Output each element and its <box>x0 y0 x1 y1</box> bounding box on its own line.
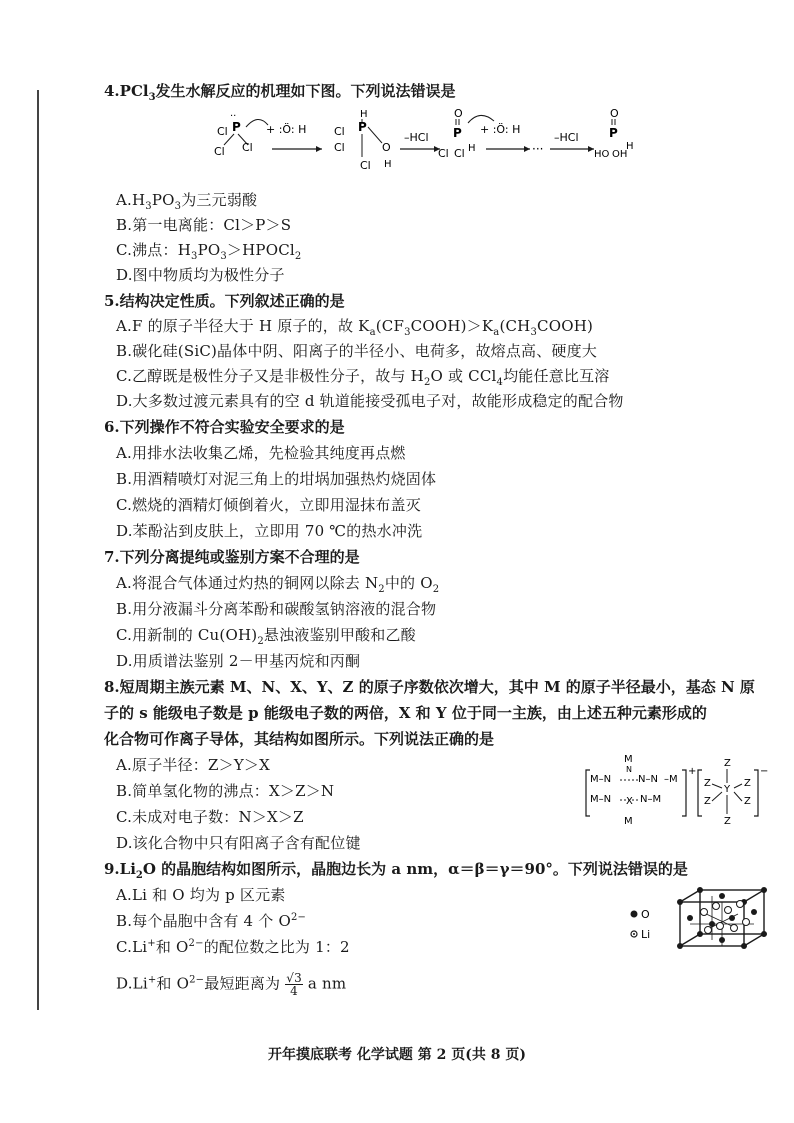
svg-text:O: O <box>454 107 463 120</box>
q9-option-d: D.Li+和 $O^{2-}$最短距离为 $\frac{√3}{4}$ a nm <box>116 971 347 998</box>
q9-option-c: C.Li+和 $O^{2-}$的配位数之比为 1：2 <box>116 938 350 956</box>
q6-stem: 6.下列操作不符合实验安全要求的是 <box>104 418 345 436</box>
svg-text:N: N <box>626 765 632 774</box>
svg-text:Cl: Cl <box>214 145 225 158</box>
q5-option-a: A.F 的原子半径大于 H 原子的，故 $K_a(CF_3COOH)>K_a(CH_3COOH)$ <box>116 317 594 338</box>
svg-text:−: − <box>760 766 769 777</box>
svg-text:H: H <box>384 159 392 170</box>
q8-ionic-compound-structure <box>584 752 774 832</box>
q8-option-b: B.简单氢化物的沸点：X＞Z＞N <box>116 782 335 800</box>
svg-text:Z: Z <box>724 758 731 769</box>
q8-option-d: D.该化合物中只有阳离子含有配位键 <box>116 834 361 852</box>
q9-option-b: B.每个晶胞中含有 4 个 $O^{2-}$ <box>116 912 307 930</box>
svg-text:Li: Li <box>641 928 651 941</box>
q6-option-a: A.用排水法收集乙烯，先检验其纯度再点燃 <box>116 444 406 462</box>
q7-stem: 7.下列分离提纯或鉴别方案不合理的是 <box>104 548 360 566</box>
svg-text:Cl: Cl <box>242 141 253 154</box>
q7-option-d: D.用质谱法鉴别 2－甲基丙烷和丙酮 <box>116 652 361 670</box>
svg-text:Z: Z <box>744 778 751 789</box>
svg-text:P: P <box>358 120 367 134</box>
q6-option-c: C.燃烧的酒精灯倾倒着火，立即用湿抹布盖灭 <box>116 496 421 514</box>
svg-text:Cl: Cl <box>438 147 449 160</box>
q7-option-b: B.用分液漏斗分离苯酚和碳酸氢钠溶液的混合物 <box>116 600 437 618</box>
svg-text:Cl: Cl <box>334 141 345 154</box>
q4-option-d: D.图中物质均为极性分子 <box>116 266 285 284</box>
svg-text:–HCl: –HCl <box>404 131 429 144</box>
binding-margin-line <box>37 90 39 1010</box>
svg-text:P: P <box>453 126 462 140</box>
svg-text:OH: OH <box>612 149 628 160</box>
q5-option-d: D.大多数过渡元素具有的空 d 轨道能接受孤电子对，故能形成稳定的配合物 <box>116 392 624 410</box>
q5-option-c: C.乙醇既是极性分子又是非极性分子，故与 $H_2O$ 或 CCl$_4$均能任意比互溶 <box>116 367 610 388</box>
q9-option-a: A.Li 和 O 均为 p 区元素 <box>116 886 286 904</box>
svg-text:N–M: N–M <box>640 794 662 805</box>
svg-text:Cl: Cl <box>217 125 228 138</box>
svg-text:–M: –M <box>664 774 678 785</box>
svg-text:O: O <box>382 141 391 154</box>
svg-text:Z: Z <box>724 816 731 827</box>
q4-option-b: B.第一电离能：Cl＞P＞S <box>116 216 292 234</box>
svg-text:N–N: N–N <box>638 774 658 785</box>
q6-option-b: B.用酒精喷灯对泥三角上的坩埚加强热灼烧固体 <box>116 470 437 488</box>
svg-text:H: H <box>468 143 476 154</box>
q8-option-c: C.未成对电子数：N＞X＞Z <box>116 808 304 826</box>
q7-option-c: C.用新制的 $Cu(OH)_2$悬浊液鉴别甲酸和乙酸 <box>116 626 416 647</box>
svg-text:X: X <box>626 796 633 807</box>
svg-text:P: P <box>232 120 241 134</box>
q4-option-a: $A.H_3PO_3$为三元弱酸 <box>116 191 258 212</box>
svg-text:+: + <box>688 766 697 777</box>
svg-text:M: M <box>624 816 633 827</box>
q6-option-d: D.苯酚沾到皮肤上，立即用 70 ℃的热水冲洗 <box>116 522 423 540</box>
svg-text:··: ·· <box>230 111 237 122</box>
svg-text:Z: Z <box>704 796 711 807</box>
svg-text:···: ··· <box>532 142 544 156</box>
q9-legend <box>628 906 678 942</box>
svg-text:Cl: Cl <box>334 125 345 138</box>
q5-stem: 5.结构决定性质。下列叙述正确的是 <box>104 292 345 310</box>
svg-text:M: M <box>624 754 633 765</box>
q8-stem-line-2: 子的 s 能级电子数是 p 能级电子数的两倍，X 和 Y 位于同一主族，由上述五种元素形成的 <box>104 704 707 722</box>
svg-text:Cl: Cl <box>360 159 371 172</box>
svg-text:O: O <box>610 107 619 120</box>
svg-text:O: O <box>641 908 650 921</box>
svg-text:P: P <box>609 126 618 140</box>
svg-text:+ :Ö: H: + :Ö: H <box>266 123 307 136</box>
q4-stem: 4.PCl$_3$发生水解反应的机理如下图。下列说法错误是 <box>104 82 456 103</box>
svg-text:M–N: M–N <box>590 774 612 785</box>
svg-text:H: H <box>626 141 634 152</box>
q4-mechanism-diagram <box>210 105 650 177</box>
page-footer: 开年摸底联考 化学试题 第 2 页(共 8 页) <box>268 1047 526 1063</box>
oxygen-atom-icon <box>631 911 638 918</box>
q8-stem-line-1: 8.短周期主族元素 M、N、X、Y、Z 的原子序数依次增大，其中 M 的原子半径最小，基态 N 原 <box>104 678 755 696</box>
q4-option-c: C.沸点：$H_3PO_3>HPOCl_2$ <box>116 241 302 262</box>
q9-li2o-unit-cell <box>676 886 772 950</box>
q9-stem: $9.Li_2O$ 的晶胞结构如图所示，晶胞边长为 a nm，α＝β＝γ＝90°。下列说法错误的是 <box>104 860 688 881</box>
svg-text:Cl: Cl <box>454 147 465 160</box>
svg-text:H: H <box>360 109 368 120</box>
svg-text:Z: Z <box>704 778 711 789</box>
fraction: $\frac{√3}{4}$ <box>286 971 302 998</box>
q8-stem-line-3: 化合物可作离子导体，其结构如图所示。下列说法正确的是 <box>104 730 495 748</box>
svg-text:Z: Z <box>744 796 751 807</box>
q7-option-a: A.将混合气体通过灼热的铜网以除去 $N_2$中的 $O_2$ <box>116 574 440 595</box>
svg-text:Y: Y <box>724 784 731 795</box>
svg-text:–HCl: –HCl <box>554 131 579 144</box>
svg-text:+ :Ö: H: + :Ö: H <box>480 123 521 136</box>
q5-option-b: B.碳化硅(SiC)晶体中阴、阳离子的半径小、电荷多，故熔点高、硬度大 <box>116 342 598 360</box>
svg-text:M–N: M–N <box>590 794 612 805</box>
q8-option-a: A.原子半径：Z＞Y＞X <box>116 756 271 774</box>
svg-text:HO: HO <box>594 149 610 160</box>
